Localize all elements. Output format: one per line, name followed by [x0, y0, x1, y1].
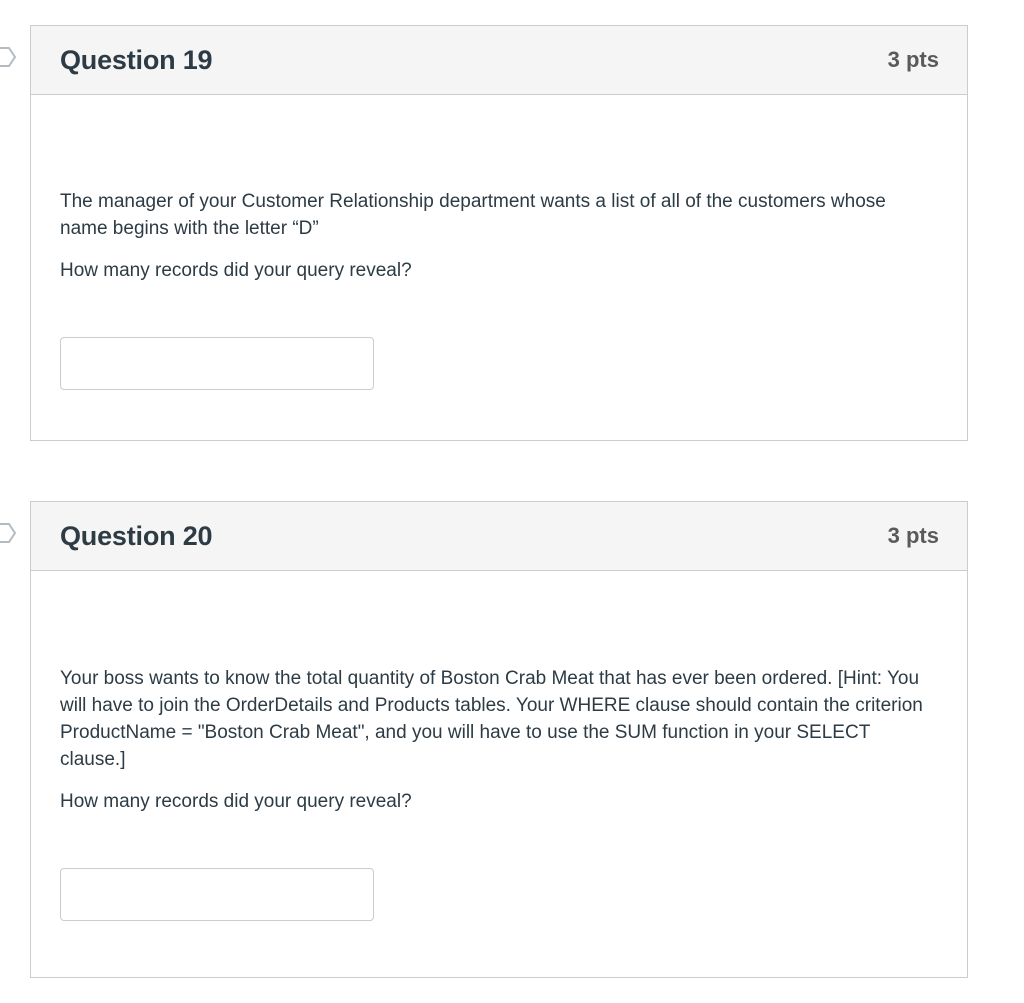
question-title: Question 19: [60, 44, 213, 75]
question-20-card: [30, 501, 968, 978]
question-header: [31, 26, 967, 95]
answer-input[interactable]: [60, 868, 374, 921]
question-body: [31, 95, 967, 390]
question-19-card: [30, 25, 968, 441]
answer-input[interactable]: [60, 337, 374, 390]
question-title: Question 20: [60, 520, 213, 551]
question-header: [31, 502, 967, 571]
question-prompt: How many records did your query reveal?: [60, 791, 412, 812]
question-points: 3 pts: [887, 47, 939, 72]
question-prompt: How many records did your query reveal?: [60, 260, 412, 281]
question-text: The manager of your Customer Relationship department wants a list of all of the customers whose name begins with the letter “D”: [60, 191, 886, 239]
question-body: [31, 571, 967, 921]
question-points: 3 pts: [887, 523, 939, 548]
question-text: Your boss wants to know the total quantity of Boston Crab Meat that has ever been ordered. [Hint: You will have to join the OrderDetails and Products tables. Your WHERE clause should contain the criterion ProductName = "Boston Crab Meat", and you will have to use the SUM function in your SELECT clause.]: [60, 668, 923, 770]
flag-outline-icon[interactable]: [0, 46, 18, 68]
flag-outline-icon[interactable]: [0, 522, 18, 544]
